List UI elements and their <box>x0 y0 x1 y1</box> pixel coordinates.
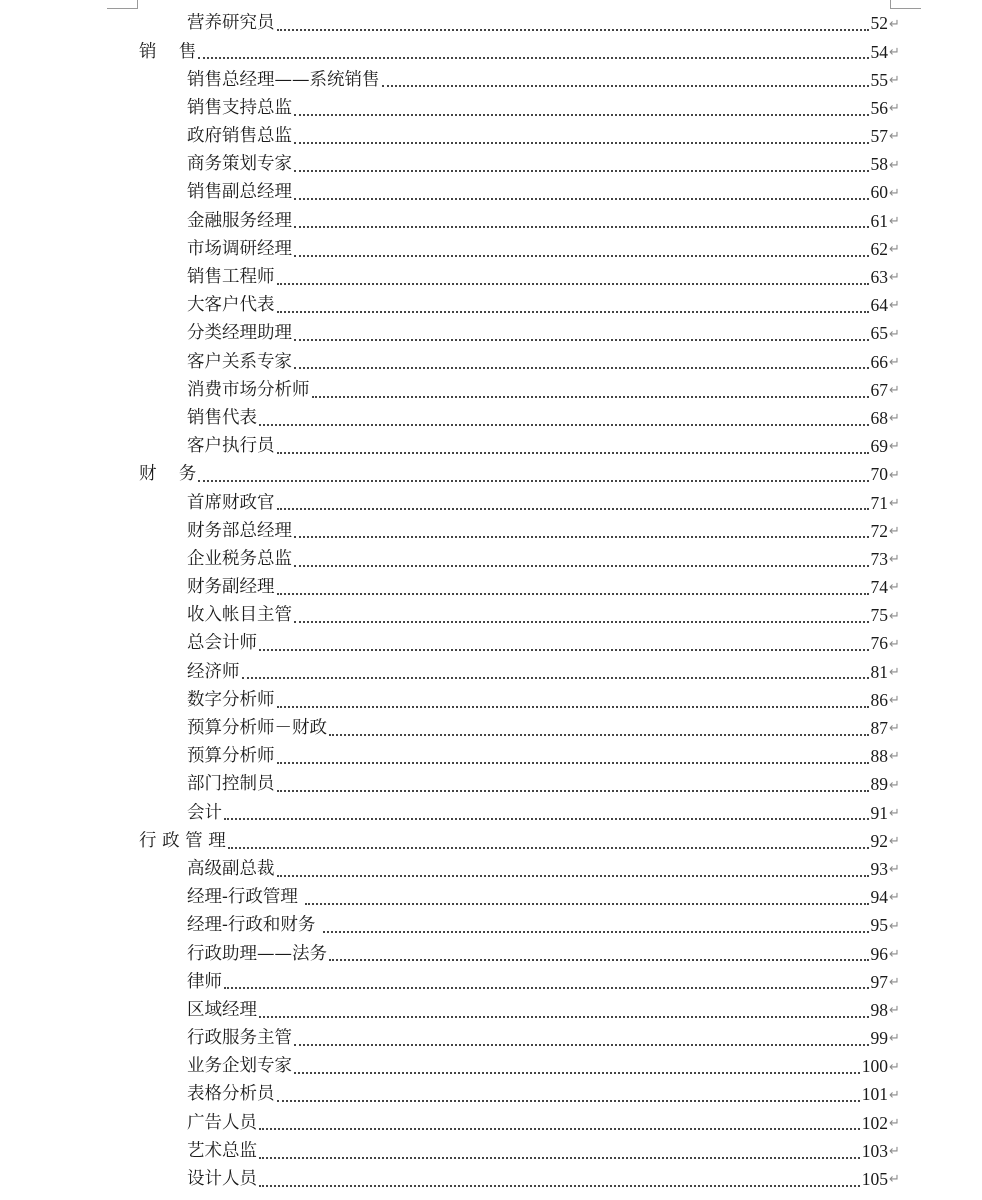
paragraph-mark-icon: ↵ <box>889 1144 900 1160</box>
toc-page-number: 86 <box>870 689 888 710</box>
toc-page-number: 71 <box>870 492 888 513</box>
toc-dot-leader <box>242 663 869 679</box>
toc-entry[interactable] <box>0 320 982 348</box>
paragraph-mark-icon: ↵ <box>889 918 900 934</box>
toc-entry-title: 业务企划专家 <box>187 1056 292 1077</box>
toc-dot-leader <box>294 156 869 172</box>
toc-entry[interactable] <box>0 658 982 686</box>
toc-page-number: 99 <box>870 1028 888 1049</box>
toc-entry-title: 广告人员 <box>187 1112 257 1133</box>
toc-page-number: 58 <box>870 154 888 175</box>
paragraph-mark-icon: ↵ <box>889 354 900 370</box>
toc-entry[interactable] <box>0 10 982 38</box>
toc-page-number: 72 <box>870 520 888 541</box>
paragraph-mark-icon: ↵ <box>889 805 900 821</box>
toc-dot-leader <box>277 776 869 792</box>
toc-page-number: 76 <box>870 633 888 654</box>
toc-section-heading[interactable] <box>0 827 982 855</box>
toc-dot-leader <box>277 579 869 595</box>
toc-dot-leader <box>259 1171 860 1187</box>
toc-page-number: 98 <box>870 999 888 1020</box>
toc-entry[interactable] <box>0 489 982 517</box>
paragraph-mark-icon: ↵ <box>889 636 900 652</box>
toc-page-number: 96 <box>870 943 888 964</box>
paragraph-mark-icon: ↵ <box>889 383 900 399</box>
toc-dot-leader <box>277 438 869 454</box>
toc-dot-leader <box>323 917 869 933</box>
paragraph-mark-icon: ↵ <box>889 664 900 680</box>
toc-section-heading[interactable] <box>0 461 982 489</box>
toc-page-number: 65 <box>870 323 888 344</box>
paragraph-mark-icon: ↵ <box>889 580 900 596</box>
toc-page-number: 70 <box>870 464 888 485</box>
paragraph-mark-icon: ↵ <box>889 946 900 962</box>
toc-page-number: 94 <box>870 887 888 908</box>
toc-entry-title: 部门控制员 <box>187 774 275 795</box>
paragraph-mark-icon: ↵ <box>889 862 900 878</box>
toc-entry[interactable] <box>0 856 982 884</box>
toc-entry-title: 商务策划专家 <box>187 154 292 175</box>
toc-entry-title: 设计人员 <box>187 1169 257 1190</box>
toc-dot-leader <box>259 410 869 426</box>
paragraph-mark-icon: ↵ <box>889 495 900 511</box>
toc-entry-title: 金融服务经理 <box>187 210 292 231</box>
toc-entry[interactable] <box>0 1166 982 1194</box>
toc-page-number: 91 <box>870 802 888 823</box>
toc-entry-title: 销 售 <box>139 41 197 62</box>
paragraph-mark-icon: ↵ <box>889 552 900 568</box>
toc-entry-title: 区域经理 <box>187 999 257 1020</box>
toc-dot-leader <box>294 128 869 144</box>
toc-dot-leader <box>259 1002 869 1018</box>
paragraph-mark-icon: ↵ <box>889 129 900 145</box>
paragraph-mark-icon: ↵ <box>889 777 900 793</box>
toc-dot-leader <box>294 607 869 623</box>
paragraph-mark-icon: ↵ <box>889 1031 900 1047</box>
toc-dot-leader <box>277 15 869 31</box>
paragraph-mark-icon: ↵ <box>889 270 900 286</box>
toc-dot-leader <box>277 297 869 313</box>
toc-dot-leader <box>277 692 869 708</box>
toc-entry[interactable] <box>0 574 982 602</box>
toc-entry-title: 经理-行政和财务 <box>187 915 321 936</box>
toc-entry[interactable] <box>0 151 982 179</box>
toc-entry-title: 行 政 管 理 <box>139 830 226 851</box>
toc-entry-title: 政府销售总监 <box>187 126 292 147</box>
toc-entry[interactable] <box>0 715 982 743</box>
toc-page-number: 73 <box>870 548 888 569</box>
toc-page-number: 66 <box>870 351 888 372</box>
toc-entry[interactable] <box>0 771 982 799</box>
toc-page-number: 101 <box>861 1084 888 1105</box>
toc-entry[interactable] <box>0 940 982 968</box>
toc-entry-title: 大客户代表 <box>187 295 275 316</box>
toc-dot-leader <box>329 945 869 961</box>
toc-entry[interactable] <box>0 1138 982 1166</box>
paragraph-mark-icon: ↵ <box>889 157 900 173</box>
toc-entry-title: 客户执行员 <box>187 436 275 457</box>
toc-page-number: 103 <box>861 1140 888 1161</box>
toc-entry-title: 销售工程师 <box>187 267 275 288</box>
paragraph-mark-icon: ↵ <box>889 1059 900 1075</box>
toc-dot-leader <box>224 804 869 820</box>
toc-dot-leader <box>277 269 869 285</box>
toc-entry[interactable] <box>0 236 982 264</box>
toc-entry[interactable] <box>0 687 982 715</box>
toc-entry[interactable] <box>0 433 982 461</box>
toc-entry[interactable] <box>0 207 982 235</box>
toc-page-number: 67 <box>870 379 888 400</box>
toc-entry-title: 企业税务总监 <box>187 548 292 569</box>
toc-entry-title: 销售支持总监 <box>187 97 292 118</box>
page-corner-mark-right <box>890 0 921 9</box>
toc-entry[interactable] <box>0 348 982 376</box>
toc-entry[interactable] <box>0 517 982 545</box>
toc-entry[interactable] <box>0 630 982 658</box>
toc-entry[interactable] <box>0 1053 982 1081</box>
paragraph-mark-icon: ↵ <box>889 721 900 737</box>
toc-dot-leader <box>277 861 869 877</box>
toc-dot-leader <box>277 1086 860 1102</box>
toc-page-number: 52 <box>870 13 888 34</box>
toc-entry-title: 客户关系专家 <box>187 351 292 372</box>
toc-page-number: 81 <box>870 661 888 682</box>
paragraph-mark-icon: ↵ <box>889 890 900 906</box>
toc-entry[interactable] <box>0 884 982 912</box>
toc-entry-title: 经济师 <box>187 661 240 682</box>
paragraph-mark-icon: ↵ <box>889 1172 900 1188</box>
toc-page-number: 95 <box>870 915 888 936</box>
toc-page-number: 87 <box>870 718 888 739</box>
paragraph-mark-icon: ↵ <box>889 242 900 258</box>
paragraph-mark-icon: ↵ <box>889 749 900 765</box>
toc-page-number: 92 <box>870 830 888 851</box>
toc-dot-leader <box>312 382 869 398</box>
toc-dot-leader <box>382 71 869 87</box>
table-of-contents <box>0 10 982 1194</box>
toc-page-number: 57 <box>870 126 888 147</box>
paragraph-mark-icon: ↵ <box>889 185 900 201</box>
toc-entry[interactable] <box>0 376 982 404</box>
toc-entry-title: 财务副经理 <box>187 577 275 598</box>
toc-dot-leader <box>259 635 869 651</box>
toc-page-number: 88 <box>870 746 888 767</box>
toc-dot-leader <box>259 1114 860 1130</box>
paragraph-mark-icon: ↵ <box>889 1003 900 1019</box>
toc-entry-title: 财 务 <box>139 464 197 485</box>
toc-page-number: 100 <box>861 1056 888 1077</box>
toc-page-number: 97 <box>870 971 888 992</box>
paragraph-mark-icon: ↵ <box>889 411 900 427</box>
toc-entry[interactable] <box>0 546 982 574</box>
toc-page-number: 75 <box>870 605 888 626</box>
toc-dot-leader <box>198 466 868 482</box>
toc-page-number: 56 <box>870 97 888 118</box>
toc-entry-title: 高级副总裁 <box>187 858 275 879</box>
toc-page-number: 62 <box>870 238 888 259</box>
toc-entry[interactable] <box>0 179 982 207</box>
toc-page-number: 105 <box>861 1169 888 1190</box>
toc-entry-title: 销售副总经理 <box>187 182 292 203</box>
toc-entry-title: 销售总经理——系统销售 <box>187 69 380 90</box>
toc-entry[interactable] <box>0 799 982 827</box>
paragraph-mark-icon: ↵ <box>889 101 900 117</box>
toc-page-number: 64 <box>870 295 888 316</box>
toc-dot-leader <box>294 1030 869 1046</box>
toc-page-number: 102 <box>861 1112 888 1133</box>
toc-page-number: 69 <box>870 436 888 457</box>
toc-entry-title: 首席财政官 <box>187 492 275 513</box>
toc-entry[interactable] <box>0 968 982 996</box>
paragraph-mark-icon: ↵ <box>889 439 900 455</box>
toc-entry-title: 消费市场分析师 <box>187 379 310 400</box>
paragraph-mark-icon: ↵ <box>889 1115 900 1131</box>
paragraph-mark-icon: ↵ <box>889 523 900 539</box>
toc-dot-leader <box>305 889 868 905</box>
toc-entry[interactable] <box>0 743 982 771</box>
toc-dot-leader <box>277 748 869 764</box>
toc-entry-title: 预算分析师－财政 <box>187 718 327 739</box>
toc-dot-leader <box>224 973 869 989</box>
toc-entry-title: 财务部总经理 <box>187 520 292 541</box>
toc-entry[interactable] <box>0 602 982 630</box>
toc-entry[interactable] <box>0 405 982 433</box>
toc-entry-title: 总会计师 <box>187 633 257 654</box>
paragraph-mark-icon: ↵ <box>889 834 900 850</box>
toc-entry-title: 收入帐目主管 <box>187 605 292 626</box>
toc-dot-leader <box>228 833 869 849</box>
paragraph-mark-icon: ↵ <box>889 44 900 60</box>
toc-dot-leader <box>294 212 869 228</box>
paragraph-mark-icon: ↵ <box>889 608 900 624</box>
toc-section-heading[interactable] <box>0 38 982 66</box>
toc-entry-title: 销售代表 <box>187 407 257 428</box>
toc-page-number: 93 <box>870 858 888 879</box>
toc-page-number: 89 <box>870 774 888 795</box>
toc-page-number: 54 <box>870 41 888 62</box>
toc-entry-title: 数字分析师 <box>187 689 275 710</box>
paragraph-mark-icon: ↵ <box>889 16 900 32</box>
toc-entry[interactable] <box>0 997 982 1025</box>
toc-entry[interactable] <box>0 95 982 123</box>
toc-page-number: 55 <box>870 69 888 90</box>
toc-entry[interactable] <box>0 1109 982 1137</box>
toc-dot-leader <box>259 1143 860 1159</box>
toc-page-number: 63 <box>870 267 888 288</box>
toc-entry-title: 分类经理助理 <box>187 323 292 344</box>
paragraph-mark-icon: ↵ <box>889 467 900 483</box>
toc-entry[interactable] <box>0 1081 982 1109</box>
toc-dot-leader <box>294 522 869 538</box>
toc-entry[interactable] <box>0 292 982 320</box>
paragraph-mark-icon: ↵ <box>889 974 900 990</box>
toc-dot-leader <box>329 720 869 736</box>
paragraph-mark-icon: ↵ <box>889 326 900 342</box>
toc-dot-leader <box>294 353 869 369</box>
paragraph-mark-icon: ↵ <box>889 72 900 88</box>
toc-entry[interactable] <box>0 123 982 151</box>
paragraph-mark-icon: ↵ <box>889 213 900 229</box>
toc-dot-leader <box>294 184 869 200</box>
toc-page-number: 74 <box>870 577 888 598</box>
toc-entry-title: 表格分析员 <box>187 1084 275 1105</box>
toc-page-number: 61 <box>870 210 888 231</box>
toc-entry[interactable] <box>0 264 982 292</box>
toc-entry-title: 行政助理——法务 <box>187 943 327 964</box>
toc-dot-leader <box>277 494 869 510</box>
toc-dot-leader <box>198 43 868 59</box>
toc-dot-leader <box>294 241 869 257</box>
toc-dot-leader <box>294 551 869 567</box>
toc-dot-leader <box>294 100 869 116</box>
toc-dot-leader <box>294 325 869 341</box>
toc-entry-title: 营养研究员 <box>187 13 275 34</box>
toc-page-number: 60 <box>870 182 888 203</box>
paragraph-mark-icon: ↵ <box>889 298 900 314</box>
toc-entry-title: 律师 <box>187 971 222 992</box>
toc-entry-title: 预算分析师 <box>187 746 275 767</box>
paragraph-mark-icon: ↵ <box>889 693 900 709</box>
paragraph-mark-icon: ↵ <box>889 1087 900 1103</box>
toc-entry-title: 经理-行政管理 <box>187 887 304 908</box>
toc-entry-title: 会计 <box>187 802 222 823</box>
page-corner-mark-left <box>107 0 138 9</box>
toc-entry-title: 艺术总监 <box>187 1140 257 1161</box>
toc-entry[interactable] <box>0 66 982 94</box>
toc-entry-title: 行政服务主管 <box>187 1028 292 1049</box>
toc-dot-leader <box>294 1058 860 1074</box>
toc-entry-title: 市场调研经理 <box>187 238 292 259</box>
toc-entry[interactable] <box>0 912 982 940</box>
toc-page-number: 68 <box>870 407 888 428</box>
toc-entry[interactable] <box>0 1025 982 1053</box>
